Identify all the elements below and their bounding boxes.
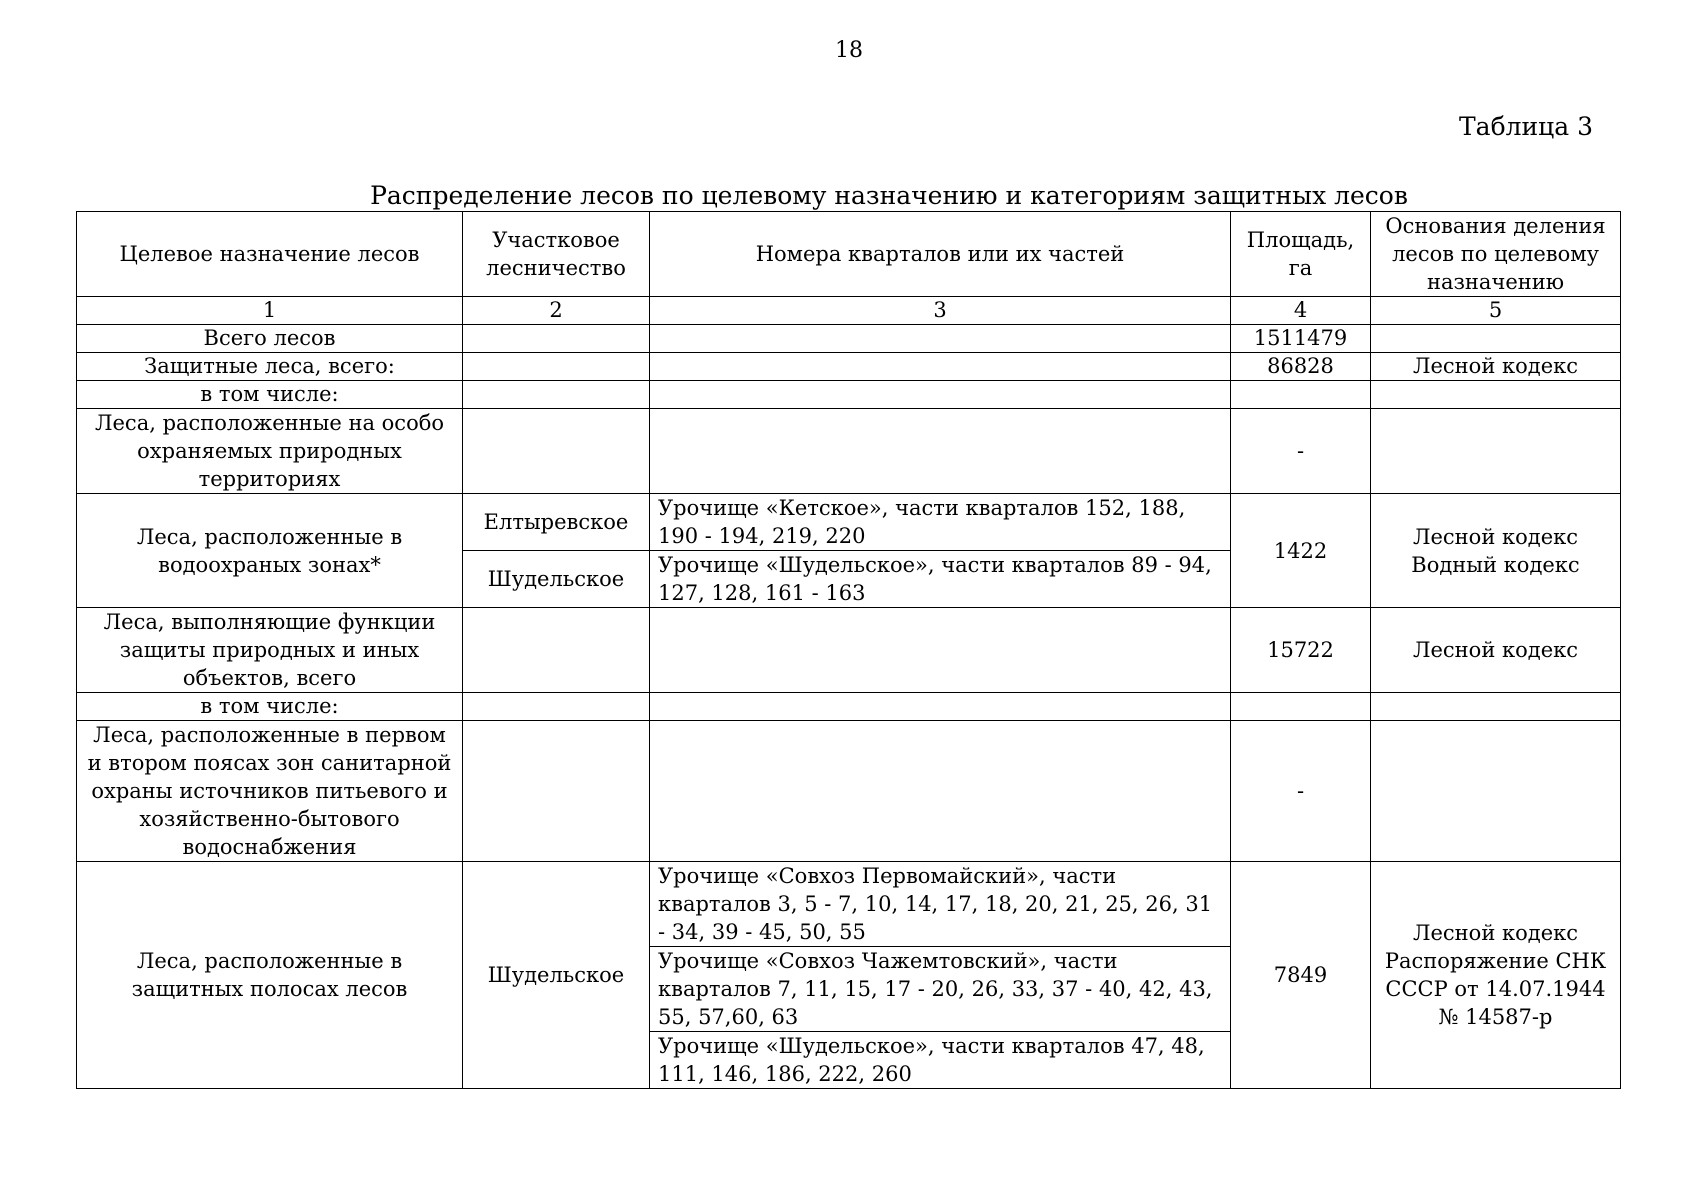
table-row [77, 494, 1621, 551]
header-area: Площадь, га [1231, 212, 1371, 297]
table-row [77, 608, 1621, 693]
quarters-cell [650, 721, 1231, 862]
area-cell: 15722 [1231, 608, 1371, 693]
basis-cell: Лесной кодекс [1371, 608, 1621, 693]
quarters-cell [650, 325, 1231, 353]
area-cell: 7849 [1231, 862, 1371, 1089]
purpose-cell: Леса, расположенные в защитных полосах лесов [77, 862, 463, 1089]
district-cell: Шудельское [463, 862, 650, 1089]
quarters-cell [650, 381, 1231, 409]
basis-cell [1371, 721, 1621, 862]
basis-cell [1371, 381, 1621, 409]
table-row [77, 353, 1621, 381]
basis-cell [1371, 409, 1621, 494]
header-basis: Основания деления лесов по целевому назначению [1371, 212, 1621, 297]
purpose-cell: Леса, выполняющие функции защиты природных и иных объектов, всего [77, 608, 463, 693]
table-row [77, 721, 1621, 862]
area-cell: 1511479 [1231, 325, 1371, 353]
quarters-cell [650, 693, 1231, 721]
column-number: 5 [1371, 297, 1621, 325]
purpose-cell: в том числе: [77, 693, 463, 721]
purpose-cell: Леса, расположенные в первом и втором поясах зон санитарной охраны источников питьевого и хозяйственно-бытового водоснабжения [77, 721, 463, 862]
table-row [77, 693, 1621, 721]
district-cell: Елтыревское [463, 494, 650, 551]
basis-cell: Лесной кодекс [1371, 353, 1621, 381]
table-title: Распределение лесов по целевому назначению и категориям защитных лесов [370, 181, 1408, 210]
header-quarters: Номера кварталов или их частей [650, 212, 1231, 297]
quarters-cell: Урочище «Шудельское», части кварталов 47, 48, 111, 146, 186, 222, 260 [650, 1032, 1231, 1089]
area-cell: - [1231, 409, 1371, 494]
purpose-cell: в том числе: [77, 381, 463, 409]
basis-cell [1371, 325, 1621, 353]
quarters-cell [650, 608, 1231, 693]
district-cell [463, 381, 650, 409]
district-cell [463, 353, 650, 381]
basis-cell: Лесной кодекс Водный кодекс [1371, 494, 1621, 608]
table-label: Таблица 3 [1458, 112, 1593, 141]
forest-distribution-table [76, 211, 1621, 1089]
district-cell [463, 325, 650, 353]
header-purpose: Целевое назначение лесов [77, 212, 463, 297]
purpose-cell: Леса, расположенные на особо охраняемых природных территориях [77, 409, 463, 494]
quarters-cell: Урочище «Совхоз Чажемтовский», части кварталов 7, 11, 15, 17 - 20, 26, 33, 37 - 40, 42, 43, 55, 57,60, 63 [650, 947, 1231, 1032]
page-number: 18 [835, 38, 863, 63]
table-row [77, 409, 1621, 494]
district-cell [463, 693, 650, 721]
quarters-cell [650, 353, 1231, 381]
area-cell [1231, 693, 1371, 721]
header-row [77, 212, 1621, 297]
header-district: Участковое лесничество [463, 212, 650, 297]
district-cell [463, 608, 650, 693]
column-number: 2 [463, 297, 650, 325]
basis-cell: Лесной кодекс Распоряжение СНК СССР от 14.07.1944 № 14587-р [1371, 862, 1621, 1089]
table-row [77, 325, 1621, 353]
area-cell: - [1231, 721, 1371, 862]
purpose-cell: Защитные леса, всего: [77, 353, 463, 381]
quarters-cell [650, 409, 1231, 494]
column-number: 4 [1231, 297, 1371, 325]
quarters-cell: Урочище «Шудельское», части кварталов 89 - 94, 127, 128, 161 - 163 [650, 551, 1231, 608]
quarters-cell: Урочище «Кетское», части кварталов 152, 188, 190 - 194, 219, 220 [650, 494, 1231, 551]
area-cell: 1422 [1231, 494, 1371, 608]
column-number-row [77, 297, 1621, 325]
district-cell: Шудельское [463, 551, 650, 608]
column-number: 3 [650, 297, 1231, 325]
area-cell: 86828 [1231, 353, 1371, 381]
table-row [77, 862, 1621, 947]
district-cell [463, 721, 650, 862]
column-number: 1 [77, 297, 463, 325]
basis-cell [1371, 693, 1621, 721]
table-row [77, 381, 1621, 409]
purpose-cell: Леса, расположенные в водоохраных зонах* [77, 494, 463, 608]
purpose-cell: Всего лесов [77, 325, 463, 353]
quarters-cell: Урочище «Совхоз Первомайский», части кварталов 3, 5 - 7, 10, 14, 17, 18, 20, 21, 25, 26, 31 - 34, 39 - 45, 50, 55 [650, 862, 1231, 947]
district-cell [463, 409, 650, 494]
area-cell [1231, 381, 1371, 409]
